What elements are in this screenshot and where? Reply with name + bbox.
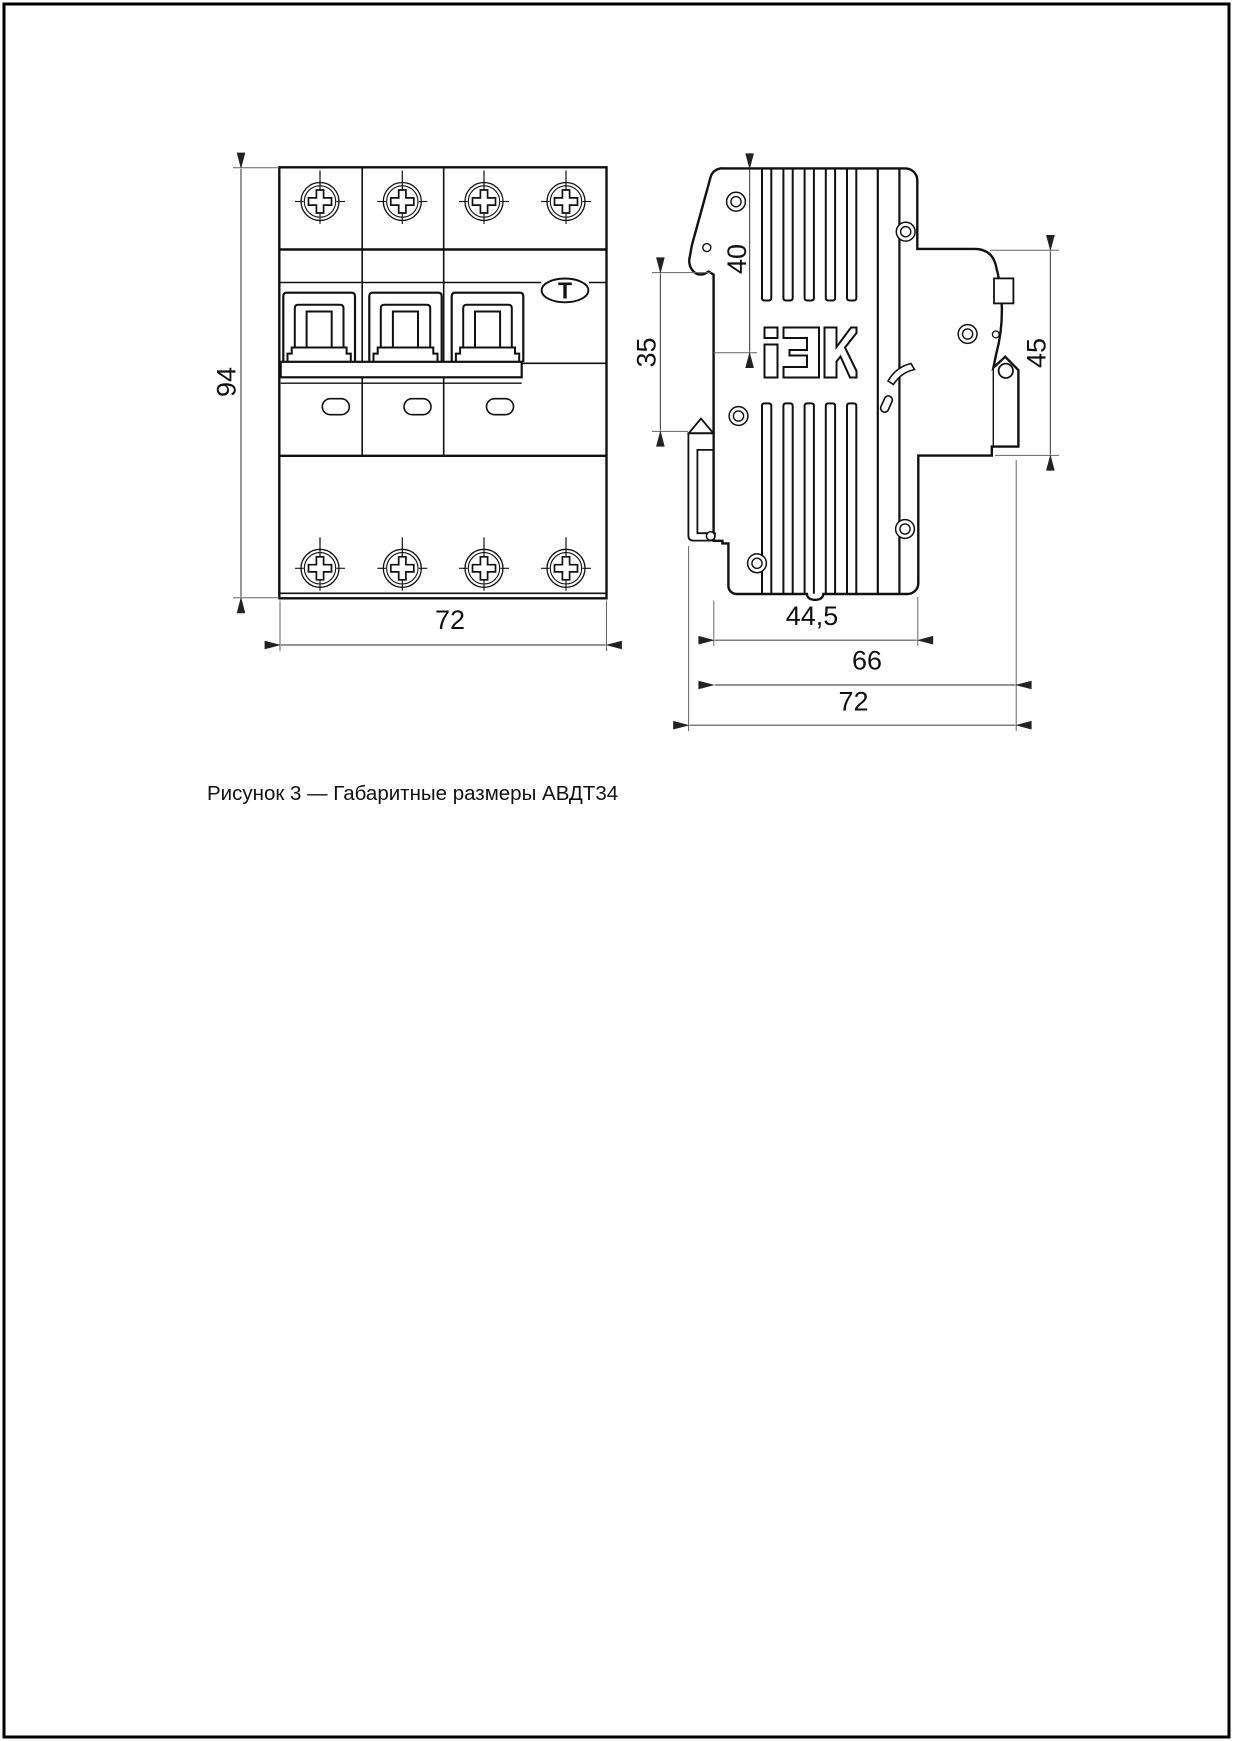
- rivet-icon: [727, 192, 746, 211]
- toggle-switches: [281, 293, 524, 384]
- dim-label-44-5: 44,5: [785, 601, 839, 631]
- indicator-window: [404, 399, 431, 415]
- side-view: [631, 168, 1059, 731]
- din-latch: [688, 419, 715, 541]
- handle-tie-bar: [281, 362, 522, 378]
- toggle-switch: [369, 293, 441, 362]
- toggle-switch: [452, 293, 524, 362]
- page-border: [4, 4, 1229, 1737]
- dim-label-35: 35: [631, 337, 662, 368]
- breaker-side-body: [689, 168, 1018, 600]
- dimension-side-44-5: [714, 597, 918, 646]
- dimension-front-width: [280, 601, 607, 652]
- toggle-switch: [283, 293, 355, 362]
- test-button: [542, 278, 589, 304]
- rivet-icon: [958, 325, 977, 344]
- terminal-screw-side: [999, 364, 1013, 378]
- dim-label-66: 66: [851, 645, 883, 676]
- latch-release-wedge: [689, 419, 713, 434]
- test-button-label: T: [557, 277, 573, 304]
- terminal-tab: [994, 278, 1013, 303]
- indicator-window: [487, 399, 514, 415]
- dim-label-45: 45: [1021, 337, 1052, 369]
- dimension-front-height: [211, 168, 279, 598]
- rivet-icon: [748, 554, 767, 573]
- rivet-icon: [896, 222, 915, 241]
- dimension-side-35: [631, 273, 711, 432]
- dim-label-72-front: 72: [434, 605, 466, 635]
- dim-label-72-side: 72: [838, 686, 869, 717]
- rivet-icon: [896, 520, 915, 539]
- rivet-icon: [729, 407, 748, 426]
- figure-caption: Рисунок 3 — Габаритные размеры АВДТ34: [207, 782, 619, 805]
- front-view: [211, 167, 606, 651]
- dim-label-94: 94: [211, 366, 242, 398]
- dim-label-40: 40: [721, 243, 752, 275]
- indicator-window: [322, 399, 349, 415]
- pin-hole: [703, 244, 711, 252]
